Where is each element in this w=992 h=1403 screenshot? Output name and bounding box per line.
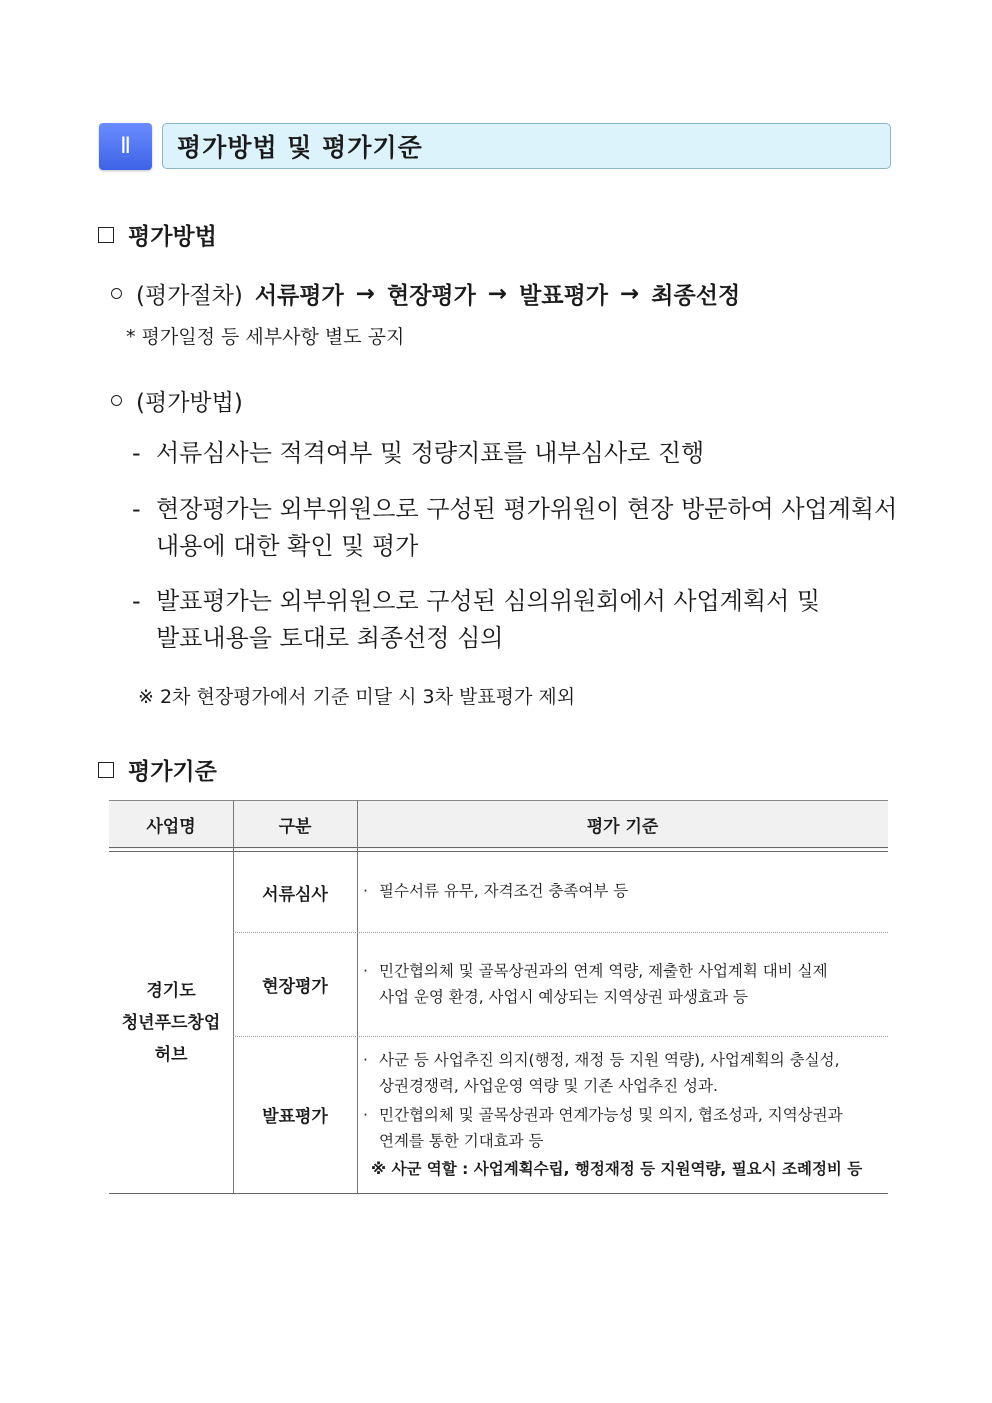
dot-bullet: · [363, 1106, 368, 1124]
method-heading [98, 218, 217, 251]
procedure-step-4: 최종선정 [651, 283, 741, 309]
arrow-icon: → [487, 280, 508, 307]
arrow-icon: → [620, 280, 640, 307]
project-name-cell [109, 852, 233, 1193]
criteria-line: 사업 운영 환경, 사업시 예상되는 지역상권 파생효과 등 [379, 988, 748, 1006]
method-item-line: 내용에 대한 확인 및 평가 [156, 532, 419, 560]
criteria-table [109, 800, 888, 1194]
section-title-box [162, 123, 891, 169]
exclusion-note: ※ 2차 현장평가에서 기준 미달 시 3차 발표평가 제외 [138, 686, 576, 708]
column-header-criteria: 평가 기준 [586, 816, 659, 837]
method-item-line: 발표평가는 외부위원으로 구성된 심의위원회에서 사업계획서 및 [156, 587, 821, 615]
category-cell: 발표평가 [262, 1107, 328, 1127]
project-name-line: 허브 [154, 1044, 188, 1065]
circle-bullet-icon [111, 395, 122, 406]
criteria-heading-text: 평가기준 [128, 759, 217, 785]
method-item [132, 435, 704, 472]
category-cell: 서류심사 [262, 884, 328, 905]
section-title: 평가방법 및 평가기준 [177, 133, 423, 162]
dot-bullet: · [363, 1051, 368, 1069]
section-number-badge [99, 123, 152, 170]
method-heading-text: 평가방법 [128, 224, 217, 250]
method-label: (평가방법) [136, 390, 243, 416]
criteria-line: 연계를 통한 기대효과 등 [379, 1132, 544, 1150]
column-header-category: 구분 [278, 816, 312, 837]
criteria-line: 상권경쟁력, 사업운영 역량 및 기존 사업추진 성과. [379, 1077, 718, 1095]
circle-bullet-icon [111, 288, 122, 299]
criteria-line: 민간협의체 및 골목상권과의 연계 역량, 제출한 사업계획 대비 실제 [379, 962, 828, 980]
criteria-line: 사군 등 사업추진 의지(행정, 재정 등 지원 역량), 사업계획의 충실성, [379, 1051, 840, 1069]
role-note: ※ 사군 역할 : 사업계획수립, 행정재정 등 지원역량, 필요시 조례정비 등 [371, 1160, 863, 1178]
criteria-line: 민간협의체 및 골목상권과 연계가능성 및 의지, 협조성과, 지역상권과 [379, 1106, 843, 1124]
arrow-icon: → [355, 280, 375, 307]
dash-bullet: - [132, 495, 141, 523]
method-item [132, 491, 897, 565]
procedure-step-3: 발표평가 [519, 283, 609, 309]
square-bullet-icon [98, 227, 114, 243]
method-item [132, 583, 820, 657]
square-bullet-icon [98, 762, 114, 778]
category-cell: 현장평가 [262, 976, 328, 997]
method-item-line: 발표내용을 토대로 최종선정 심의 [156, 624, 504, 652]
procedure-label: (평가절차) [136, 283, 243, 309]
procedure-item [111, 277, 740, 310]
schedule-note: * 평가일정 등 세부사항 별도 공지 [126, 326, 405, 348]
column-header-project: 사업명 [146, 816, 196, 837]
criteria-item [363, 958, 828, 1010]
project-name-line: 경기도 [146, 980, 196, 1001]
method-item-line: 서류심사는 적격여부 및 정량지표를 내부심사로 진행 [156, 439, 705, 467]
dash-bullet: - [132, 439, 141, 467]
procedure-step-2: 현장평가 [386, 283, 476, 309]
criteria-item [363, 1047, 840, 1099]
criteria-line: 필수서류 유무, 자격조건 충족여부 등 [379, 882, 629, 900]
criteria-item [363, 1102, 843, 1154]
project-name-line: 청년푸드창업 [121, 1012, 221, 1033]
criteria-heading [98, 753, 217, 786]
procedure-step-1: 서류평가 [254, 283, 344, 309]
criteria-item [363, 878, 628, 904]
dot-bullet: · [363, 962, 368, 980]
method-label-item [111, 384, 243, 417]
dash-bullet: - [132, 587, 141, 615]
section-number: Ⅱ [120, 134, 131, 159]
method-item-line: 현장평가는 외부위원으로 구성된 평가위원이 현장 방문하여 사업계획서 [156, 495, 898, 523]
dot-bullet: · [363, 882, 368, 900]
